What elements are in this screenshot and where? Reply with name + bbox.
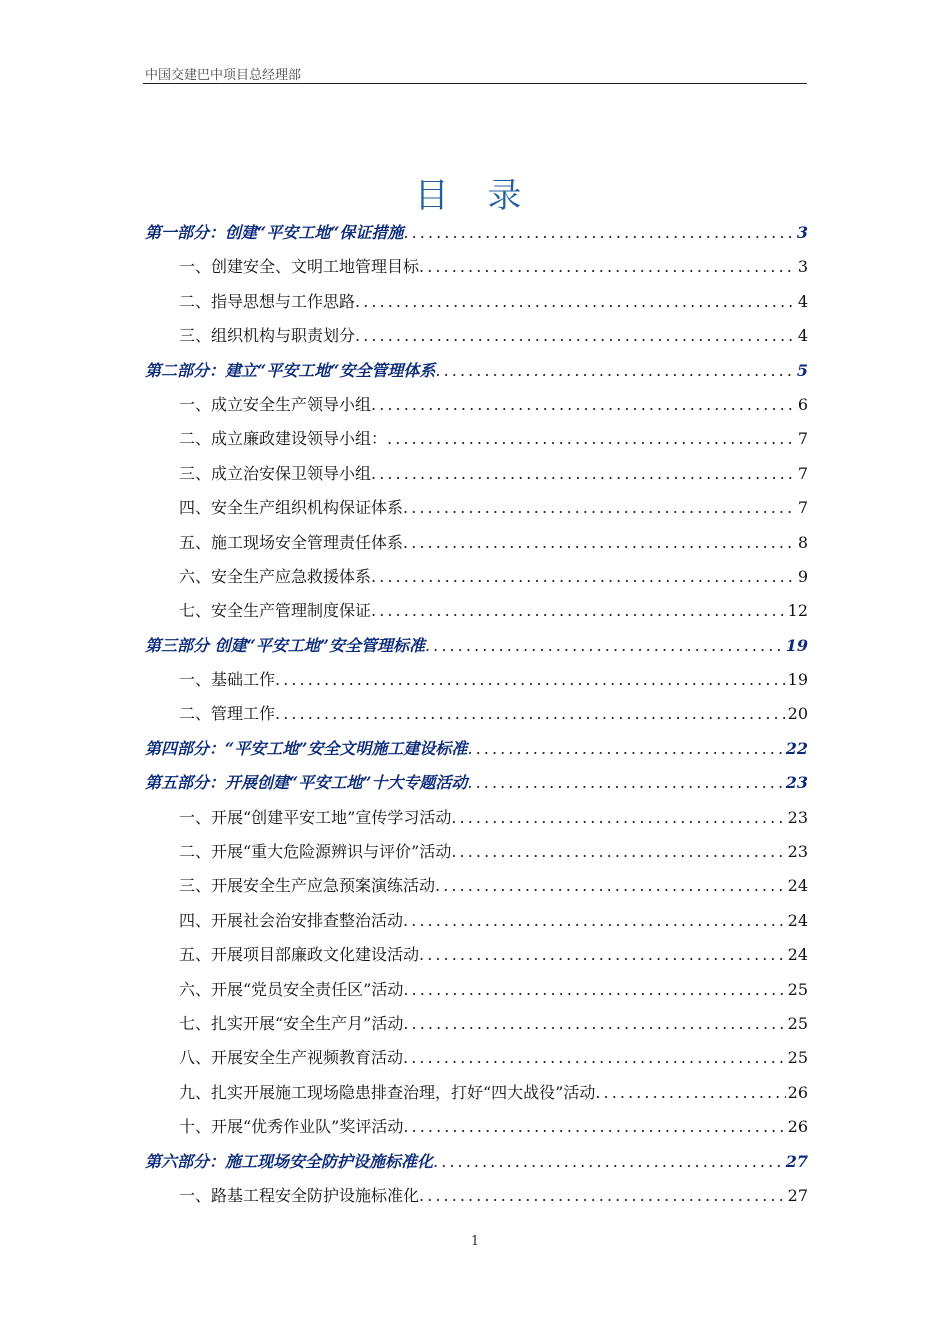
toc-entry-title: 一、开展“创建平安工地”宣传学习活动 — [179, 807, 452, 827]
toc-dot-leader — [371, 560, 796, 594]
toc-dot-leader — [387, 422, 796, 456]
toc-dot-leader — [419, 250, 796, 284]
toc-dot-leader — [403, 1007, 785, 1041]
toc-entry-title: 七、安全生产管理制度保证 — [179, 601, 372, 621]
toc-entry-page: 25 — [787, 979, 808, 999]
toc-entry-page: 9 — [797, 566, 808, 586]
toc-entry-page: 27 — [785, 1151, 808, 1171]
header-rule — [143, 83, 807, 84]
toc-dot-leader — [403, 526, 796, 560]
toc-entry-page: 24 — [787, 910, 808, 930]
toc-dot-leader — [451, 801, 785, 835]
table-of-contents — [145, 216, 808, 1213]
toc-dot-leader — [275, 663, 786, 697]
toc-entry-title: 一、成立安全生产领导小组 — [179, 394, 372, 414]
toc-dot-leader — [467, 766, 783, 800]
toc-entry-page: 3 — [797, 257, 808, 277]
toc-entry-title: 五、开展项目部廉政文化建设活动 — [179, 945, 420, 965]
toc-subsection-entry[interactable] — [145, 560, 808, 594]
toc-subsection-entry[interactable] — [145, 526, 808, 560]
toc-dot-leader — [595, 1076, 785, 1110]
toc-dot-leader — [371, 594, 786, 628]
toc-entry-title: 第二部分：建立“平安工地“安全管理体系 — [145, 360, 436, 380]
toc-dot-leader — [403, 216, 794, 250]
toc-dot-leader — [275, 697, 786, 731]
toc-dot-leader — [371, 388, 796, 422]
toc-dot-leader — [419, 1179, 786, 1213]
toc-subsection-entry[interactable] — [145, 422, 808, 456]
toc-entry-page: 27 — [787, 1185, 808, 1205]
toc-entry-title: 三、成立治安保卫领导小组 — [179, 463, 372, 483]
toc-entry-page: 20 — [787, 704, 808, 724]
toc-section-entry[interactable] — [145, 216, 808, 250]
toc-dot-leader — [403, 904, 786, 938]
toc-entry-page: 26 — [787, 1082, 808, 1102]
toc-subsection-entry[interactable] — [145, 663, 808, 697]
toc-entry-title: 第三部分 创建“平安工地”安全管理标准 — [145, 635, 425, 655]
toc-entry-page: 22 — [785, 738, 808, 758]
toc-subsection-entry[interactable] — [145, 594, 808, 628]
toc-section-entry[interactable] — [145, 766, 808, 800]
toc-subsection-entry[interactable] — [145, 491, 808, 525]
toc-entry-title: 第六部分：施工现场安全防护设施标准化 — [145, 1151, 434, 1171]
toc-subsection-entry[interactable] — [145, 457, 808, 491]
toc-entry-title: 四、安全生产组织机构保证体系 — [179, 498, 404, 518]
toc-dot-leader — [371, 457, 796, 491]
toc-subsection-entry[interactable] — [145, 1110, 808, 1144]
toc-entry-title: 六、安全生产应急救援体系 — [179, 566, 372, 586]
toc-entry-title: 五、施工现场安全管理责任体系 — [179, 532, 404, 552]
toc-subsection-entry[interactable] — [145, 388, 808, 422]
toc-entry-title: 第四部分：“平安工地”安全文明施工建设标准 — [145, 738, 468, 758]
toc-subsection-entry[interactable] — [145, 250, 808, 284]
toc-entry-title: 九、扎实开展施工现场隐患排查治理，打好“四大战役”活动 — [179, 1082, 596, 1102]
toc-dot-leader — [355, 285, 796, 319]
toc-entry-page: 19 — [787, 670, 808, 690]
toc-entry-page: 23 — [787, 842, 808, 862]
toc-dot-leader — [403, 1041, 786, 1075]
toc-entry-title: 三、组织机构与职责划分 — [179, 326, 356, 346]
toc-entry-page: 8 — [797, 532, 808, 552]
toc-entry-title: 二、开展“重大危险源辨识与评价”活动 — [179, 842, 452, 862]
toc-dot-leader — [355, 319, 796, 353]
toc-entry-page: 5 — [796, 360, 808, 380]
toc-entry-page: 3 — [796, 223, 808, 242]
toc-entry-page: 25 — [787, 1013, 808, 1033]
toc-entry-page: 25 — [787, 1048, 808, 1068]
toc-entry-title: 六、开展“党员安全责任区”活动 — [179, 979, 404, 999]
page-title: 目 录 — [414, 176, 536, 216]
toc-entry-title: 二、成立廉政建设领导小组： — [179, 429, 388, 449]
toc-dot-leader — [403, 491, 796, 525]
toc-entry-page: 19 — [785, 635, 808, 655]
toc-entry-title: 四、开展社会治安排查整治活动 — [179, 910, 404, 930]
toc-entry-page: 7 — [797, 429, 808, 449]
toc-entry-page: 7 — [797, 463, 808, 483]
toc-subsection-entry[interactable] — [145, 835, 808, 869]
toc-subsection-entry[interactable] — [145, 285, 808, 319]
toc-dot-leader — [467, 732, 783, 766]
toc-section-entry[interactable] — [145, 629, 808, 663]
toc-subsection-entry[interactable] — [145, 869, 808, 903]
toc-entry-page: 4 — [797, 291, 808, 311]
toc-subsection-entry[interactable] — [145, 1007, 808, 1041]
toc-entry-title: 一、路基工程安全防护设施标准化 — [179, 1185, 420, 1205]
toc-entry-title: 第一部分：创建“平安工地“保证措施 — [145, 223, 404, 242]
toc-entry-title: 一、创建安全、文明工地管理目标 — [179, 257, 420, 277]
toc-subsection-entry[interactable] — [145, 1041, 808, 1075]
toc-entry-title: 二、指导思想与工作思路 — [179, 291, 356, 311]
toc-entry-title: 十、开展“优秀作业队”奖评活动 — [179, 1117, 404, 1137]
toc-subsection-entry[interactable] — [145, 697, 808, 731]
toc-entry-title: 八、开展安全生产视频教育活动 — [179, 1048, 404, 1068]
toc-subsection-entry[interactable] — [145, 938, 808, 972]
toc-entry-page: 6 — [797, 394, 808, 414]
toc-dot-leader — [403, 1110, 785, 1144]
toc-dot-leader — [435, 354, 794, 388]
toc-entry-page: 7 — [797, 498, 808, 518]
toc-entry-page: 23 — [785, 773, 808, 793]
toc-subsection-entry[interactable] — [145, 1076, 808, 1110]
toc-section-entry[interactable] — [145, 354, 808, 388]
toc-section-entry[interactable] — [145, 732, 808, 766]
toc-entry-title: 第五部分：开展创建“平安工地”十大专题活动 — [145, 773, 468, 793]
toc-entry-page: 12 — [787, 601, 808, 621]
toc-entry-title: 二、管理工作 — [179, 704, 276, 724]
toc-section-entry[interactable] — [145, 1145, 808, 1179]
toc-subsection-entry[interactable] — [145, 319, 808, 353]
toc-entry-title: 三、开展安全生产应急预案演练活动 — [179, 876, 436, 896]
toc-entry-page: 24 — [787, 945, 808, 965]
toc-dot-leader — [435, 869, 786, 903]
toc-dot-leader — [433, 1145, 784, 1179]
running-header: 中国交建巴中项目总经理部 — [145, 68, 302, 83]
toc-subsection-entry[interactable] — [145, 1179, 808, 1213]
toc-subsection-entry[interactable] — [145, 973, 808, 1007]
toc-subsection-entry[interactable] — [145, 801, 808, 835]
toc-dot-leader — [425, 629, 784, 663]
toc-entry-page: 26 — [787, 1117, 808, 1137]
page-number: 1 — [470, 1234, 480, 1249]
toc-entry-page: 24 — [787, 876, 808, 896]
toc-dot-leader — [451, 835, 785, 869]
toc-entry-title: 一、基础工作 — [179, 670, 276, 690]
toc-dot-leader — [419, 938, 786, 972]
toc-entry-title: 七、扎实开展“安全生产月”活动 — [179, 1013, 404, 1033]
toc-entry-page: 23 — [787, 807, 808, 827]
toc-entry-page: 4 — [797, 326, 808, 346]
toc-dot-leader — [403, 973, 785, 1007]
toc-subsection-entry[interactable] — [145, 904, 808, 938]
